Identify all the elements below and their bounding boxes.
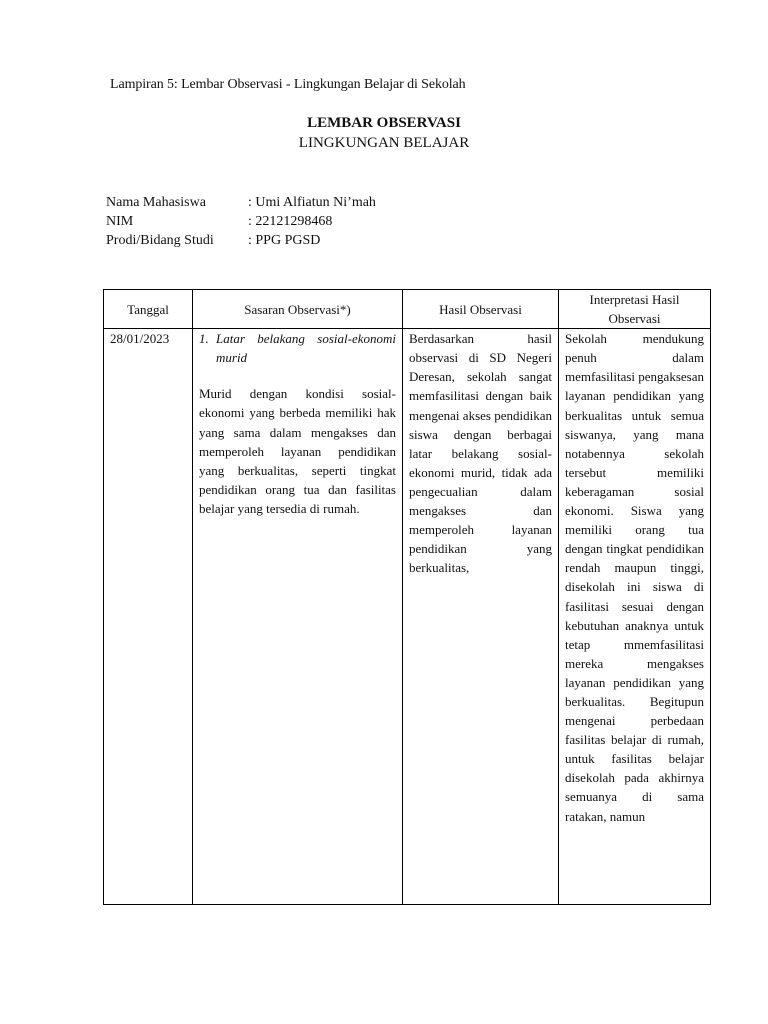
info-value: : PPG PGSD (248, 233, 321, 248)
info-label: NIM (106, 214, 134, 229)
header-interpretation: Interpretasi Hasil Observasi (559, 290, 711, 329)
observation-date: 28/01/2023 (110, 331, 170, 347)
cell-date (104, 329, 193, 905)
info-label: Nama Mahasiswa (106, 195, 206, 210)
document-title: LEMBAR OBSERVASI (307, 115, 461, 131)
cell-interpretation (559, 329, 711, 905)
target-number: 1. (199, 331, 209, 347)
header-result: Hasil Observasi (403, 290, 559, 329)
info-row-name (106, 193, 376, 212)
info-value: : 22121298468 (248, 214, 333, 229)
cell-target (193, 329, 403, 905)
info-label: Prodi/Bidang Studi (106, 233, 214, 248)
observation-table (103, 289, 711, 905)
cell-result (403, 329, 559, 905)
info-row-program (106, 231, 376, 250)
info-value: : Umi Alfiatun Ni’mah (248, 195, 376, 210)
header-target: Sasaran Observasi*) (193, 290, 403, 329)
target-description: Murid dengan kondisi sosial-ekonomi yang berbeda memiliki hak yang sama dalam mengakses dan memperoleh layanan pendidikan yang berkualitas, seperti tingkat pendidikan orang tua dan fasilitas belajar yang tersedia di rumah. (199, 386, 396, 516)
student-info (106, 193, 376, 250)
target-list-item (199, 329, 396, 367)
table-header-row (104, 290, 711, 329)
attachment-caption: Lampiran 5: Lembar Observasi - Lingkungan Belajar di Sekolah (110, 77, 466, 92)
header-date: Tanggal (104, 290, 193, 329)
observation-result: Berdasarkan hasil observasi di SD Negeri Deresan, sekolah sangat memfasilitasi dengan baik mengenai akses pendidikan siswa dengan berbagai latar belakang sosial-ekonomi murid, tidak ada pengecualian dalam mengakses dan memperoleh layanan pendidikan yang berkualitas, (409, 331, 552, 576)
target-title: Latar belakang sosial-ekonomi murid (216, 331, 396, 366)
table-row (104, 329, 711, 905)
document-subtitle: LINGKUNGAN BELAJAR (298, 135, 470, 151)
observation-interpretation: Sekolah mendukung penuh dalam memfasilitasi pengaksesan layanan pendidikan yang berkualitas untuk semua siswanya, yang mana notabennya sekolah tersebut memiliki keberagaman sosial ekonomi. Siswa yang memiliki orang tua dengan tingkat pendidikan rendah maupun tinggi, disekolah ini siswa di fasilitasi sesuai dengan kebutuhan anaknya untuk tetap mmemfasilitasi mereka mengakses layanan pendidikan yang berkualitas. Begitupun mengenai perbedaan fasilitas belajar di rumah, untuk fasilitas belajar disekolah pada akhirnya semuanya di sama ratakan, namun (565, 331, 704, 824)
info-row-nim (106, 212, 376, 231)
